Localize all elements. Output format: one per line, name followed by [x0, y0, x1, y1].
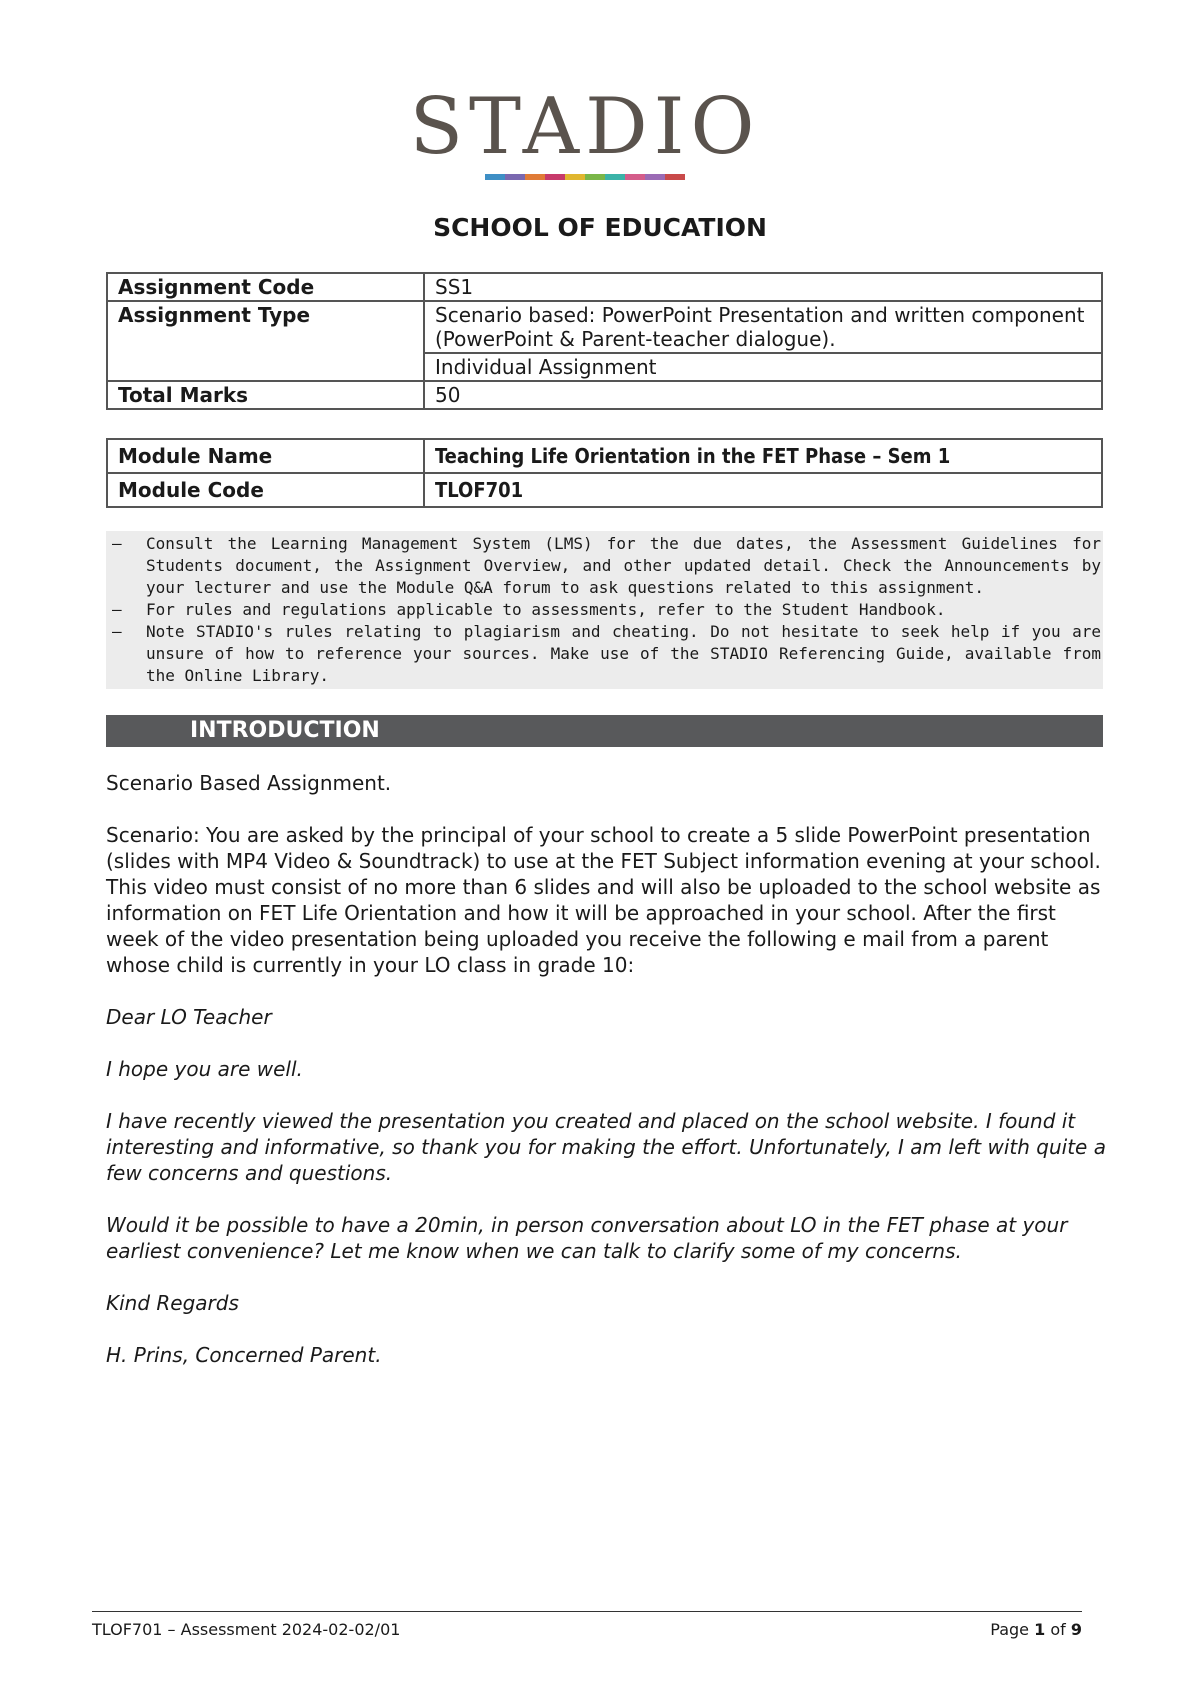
table-row — [107, 473, 1102, 507]
page-word: Page — [990, 1620, 1030, 1639]
introduction-heading: INTRODUCTION — [106, 715, 1103, 747]
table-row — [107, 301, 1102, 353]
email-line: I hope you are well. — [106, 1057, 303, 1081]
assessment-notes-box — [106, 531, 1103, 689]
list-item: – Consult the Learning Management System (LMS) for the due dates, the Assessment Guidelines for Students document, the Assignment Overview, and other updated detail. Check the Announcements by your lecturer and use the Module Q&A forum to ask questions related to this assignment. — [106, 533, 1101, 599]
logo-stripe-segment — [605, 174, 625, 180]
email-signature: H. Prins, Concerned Parent. — [106, 1343, 382, 1367]
scenario-paragraph: Scenario: You are asked by the principal of your school to create a 5 slide PowerPoint presentation (slides with MP4 Video & Soundtrack) to use at the FET Subject information evening at your school. This video must consist of no more than 6 slides and will also be uploaded to the school website as information on FET Life Orientation and how it will be approached in your school. After the first week of the video presentation being uploaded you receive the following e mail from a parent whose child is currently in your LO class in grade 10: — [106, 823, 1101, 977]
assignment-type-value-2: Individual Assignment — [424, 353, 1102, 381]
total-marks-label: Total Marks — [107, 381, 424, 409]
page-total: 9 — [1070, 1620, 1082, 1639]
assignment-code-value: SS1 — [424, 273, 1102, 301]
intro-paragraph: Scenario Based Assignment. — [106, 771, 392, 795]
page-current: 1 — [1034, 1620, 1046, 1639]
module-code-value: TLOF701 — [424, 473, 1102, 507]
school-title: SCHOOL OF EDUCATION — [433, 213, 767, 242]
logo-color-stripe — [405, 174, 765, 180]
assignment-code-label: Assignment Code — [107, 273, 424, 301]
of-word: of — [1050, 1620, 1066, 1639]
logo-stripe-segment — [625, 174, 645, 180]
list-item: – Note STADIO's rules relating to plagiarism and cheating. Do not hesitate to seek help if you are unsure of how to reference your sources. Make use of the STADIO Referencing Guide, available from the Online Library. — [106, 621, 1101, 687]
total-marks-value: 50 — [424, 381, 1102, 409]
assignment-info-table — [106, 272, 1103, 410]
logo-stripe-segment — [565, 174, 585, 180]
introduction-body — [106, 770, 1106, 1394]
footer-page-number — [990, 1620, 1082, 1639]
logo-stripe-segment — [505, 174, 525, 180]
logo-stripe-segment — [485, 174, 505, 180]
assignment-type-label: Assignment Type — [107, 301, 424, 381]
logo-stripe-segment — [645, 174, 665, 180]
footer-divider — [92, 1611, 1082, 1612]
email-line: Would it be possible to have a 20min, in person conversation about LO in the FET phase at your earliest convenience? Let me know when we can talk to clarify some of my concerns. — [106, 1213, 1068, 1263]
notes-list — [106, 533, 1101, 687]
stadio-logo — [405, 82, 765, 182]
table-row — [107, 381, 1102, 409]
logo-stripe-segment — [665, 174, 685, 180]
logo-wordmark: STADIO — [409, 82, 761, 172]
assignment-type-value: Scenario based: PowerPoint Presentation and written component (PowerPoint & Parent-teacher dialogue). — [424, 301, 1102, 353]
email-salutation: Dear LO Teacher — [106, 1005, 272, 1029]
module-name-label: Module Name — [107, 439, 424, 473]
table-row — [107, 439, 1102, 473]
module-name-value: Teaching Life Orientation in the FET Phase – Sem 1 — [424, 439, 1102, 473]
logo-stripe-segment — [585, 174, 605, 180]
logo-stripe-segment — [545, 174, 565, 180]
module-info-table — [106, 438, 1103, 508]
logo-stripe-segment — [525, 174, 545, 180]
list-item: – For rules and regulations applicable to assessments, refer to the Student Handbook. — [106, 599, 1101, 621]
module-code-label: Module Code — [107, 473, 424, 507]
email-closing: Kind Regards — [106, 1291, 239, 1315]
footer-document-id: TLOF701 – Assessment 2024-02-02/01 — [92, 1620, 401, 1639]
email-line: I have recently viewed the presentation you created and placed on the school website. I found it interesting and informative, so thank you for making the effort. Unfortunately, I am left with quite a few concerns and questions. — [106, 1109, 1106, 1185]
table-row — [107, 273, 1102, 301]
